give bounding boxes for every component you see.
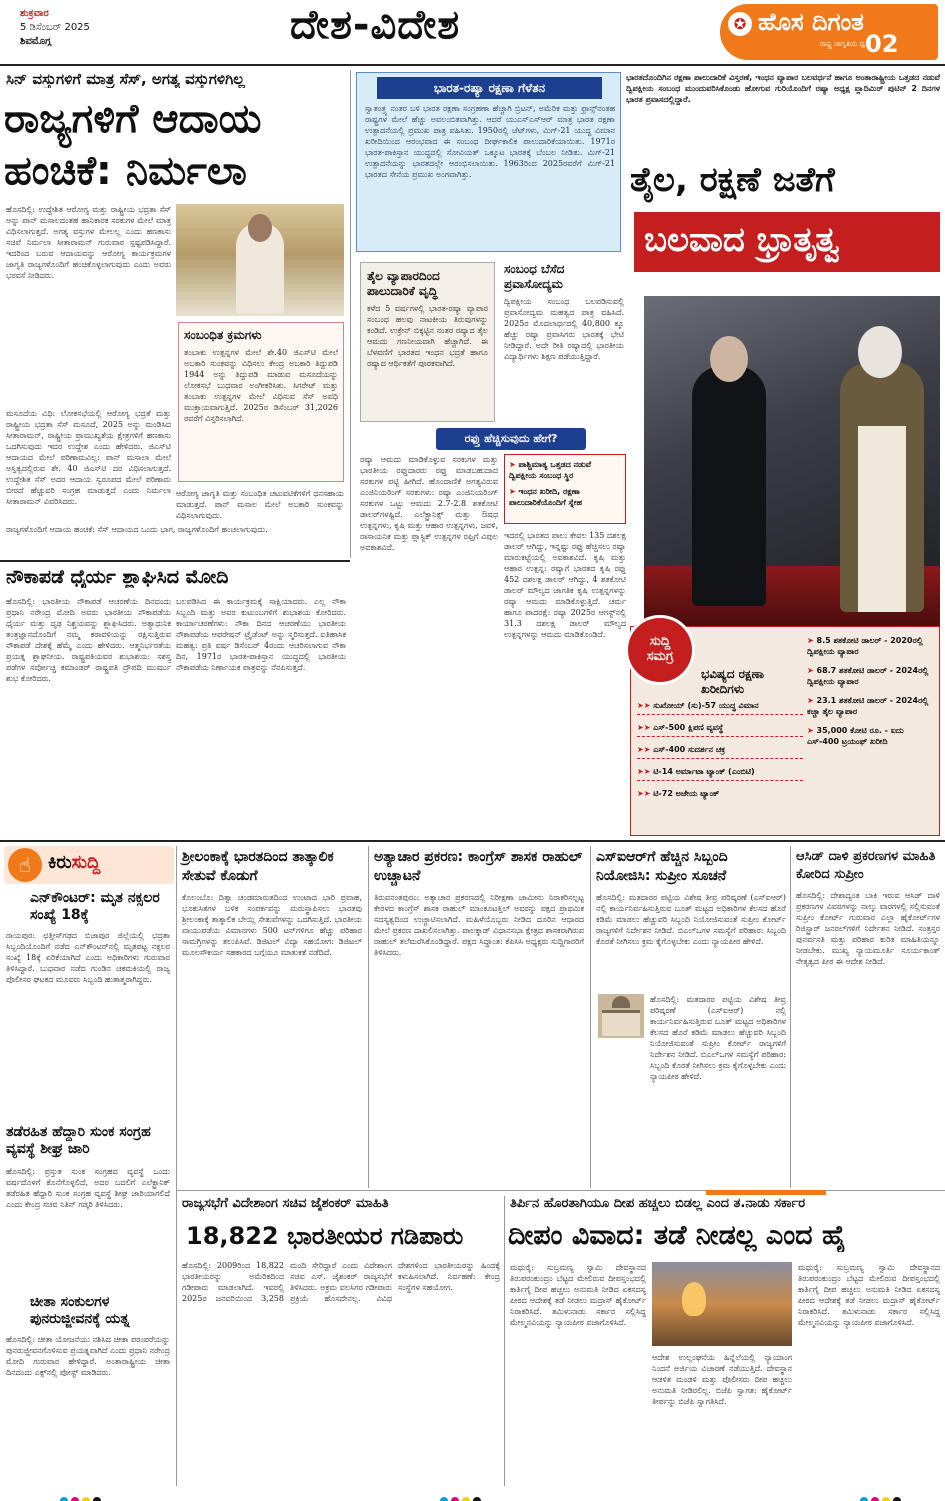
oil-trade-title: ತೈಲ ವ್ಯಾಪಾರದಿಂದ ಪಾಲುದಾರಿಕೆ ವೃದ್ಧಿ (367, 269, 440, 298)
mid-page-rule (0, 840, 945, 842)
relations-box (504, 262, 624, 422)
future-list (637, 701, 803, 799)
brief-1-body: ರಾಯಪುರ: ಛತ್ತೀಸ್‌ಗಢದ ಬಿಜಾಪುರ ಜಿಲ್ಲೆಯಲ್ಲಿ ಭದ್ರತಾ ಸಿಬ್ಬಂದಿಯೊಂದಿಗೆ ನಡೆದ ಎನ್‌ಕೌಂಟರ್‌ನಲ್ಲಿ ಮೃತಪಟ್ಟ ನಕ್ಸಲರ ಸಂಖ್ಯೆ 18ಕ್ಕೆ ಏರಿಕೆಯಾಗಿದೆ ಎಂದು ಅಧಿಕಾರಿಗಳು ಗುರುವಾರ ತಿಳಿಸಿದ್ದಾರೆ. ಬುಧವಾರ ನಡೆದ ಗುಂಡಿನ ಚಕಮಕಿಯಲ್ಲಿ ರಾಜ್ಯ ಪೊಲೀಸರ ಘಟಕದ ಮೂವರು ಸಿಬ್ಬಂದಿ ಹುತಾತ್ಮರಾಗಿದ್ದರು. (6, 931, 170, 984)
lead-body-intro (6, 204, 171, 404)
congress-headline: ಅತ್ಯಾಚಾರ ಪ್ರಕರಣ: ಕಾಂಗ್ರೆಸ್ ಶಾಸಕ ರಾಹುಲ್ ಉಚ್ಚಾಟನೆ (374, 849, 583, 884)
future-item (637, 767, 803, 781)
lead-para-3: ಜಿಎಸ್‌ಟಿ ಆದಾಯದ ಮೇಲೆ ಪರಿಣಾಮವಿಲ್ಲ: ಪಾನ್ ಮಸಾಲಾ ಮೇಲೆ ಅಸ್ತಿತ್ವದಲ್ಲಿರುವ ಶೇ. 40 ಜಿಎಸ್‌ಟಿ ದರ ವಿಧಿಸಲಾಗುತ್ತದೆ. ಉದ್ದೇಶಿತ ಸೆಸ್ ಅದರ ಆದಾಯ ಸ್ವರೂಪದ ಮೇಲೆ ಪರಿಣಾಮ ಬೀರದೆ ಹೆಚ್ಚುವರಿ ಸಂಗ್ರಹ ಮಾಡುತ್ತದೆ ಎಂದು ನಿರ್ಮಲಾ ಸೀತಾರಾಮನ್ ವಿವರಿಸಿದರು. (6, 442, 171, 506)
samagra-badge (625, 615, 695, 685)
stat-text: 8.5 ಶತಕೋಟಿ ಡಾಲರ್ - 2020ರಲ್ಲಿ ದ್ವಿಪಕ್ಷೀಯ ವ್ಯಾಪಾರ (807, 636, 923, 656)
modi-head (858, 326, 902, 378)
court-dome (612, 996, 630, 1008)
briefs-label-suffix: ಸುದ್ದಿ (71, 852, 101, 873)
lead-para-4: ರಾಜ್ಯಗಳೊಂದಿಗೆ ಆದಾಯ ಹಂಚಿಕೆ: ಸೆಸ್ ಆದಾಯದ ಒಂದು ಭಾಗ, ರಾಜ್ಯಗಳೊಂದಿಗೆ ಹಂಚಲಾಗುವುದು. (6, 525, 268, 534)
stat-item (807, 635, 935, 657)
bullet-2-marker: ➤ (509, 487, 519, 496)
lead-headline-1: ರಾಜ್ಯಗಳಿಗೆ ಆದಾಯ (4, 96, 262, 142)
relations-title: ಸಂಬಂಧ ಬೆಸೆದ ಪ್ರವಾಸೋದ್ಯಮ (504, 262, 565, 291)
future-box (630, 626, 940, 836)
future-item-text: ಟಿ-14 ಅರ್ಮಾಟಾ ಟ್ಯಾಂಕ್ (ಎಂಬಿಟಿ) (653, 767, 755, 776)
stat-text: 68.7 ಶತಕೋಟಿ ಡಾಲರ್ - 2024ರಲ್ಲಿ ದ್ವಿಪಕ್ಷೀಯ ವ್ಯಾಪಾರ (807, 666, 929, 686)
briefs-label-text (48, 852, 100, 873)
srilanka-body: ಕೊಲಂಬೊ: ದಿತ್ವಾ ಚಂಡಮಾರುತದಿಂದ ಉಂಟಾದ ಭಾರಿ ಪ್ರವಾಹ, ಭೂಕುಸಿತಗಳ ಬಳಿಕ ಸಂಪರ್ಕವನ್ನು ಮರುಸ್ಥಾಪಿಸಲು ಭಾರತವು ಶ್ರೀಲಂಕಾಕ್ಕೆ ತಾತ್ಕಾಲಿಕ ಬೇಯ್ಲಿ ಸೇತುವೆಗಳನ್ನು ಒದಗಿಸುತ್ತಿದೆ. ಭಾರತೀಯ ವಾಯುಪಡೆಯ ವಿಮಾನಗಳು 500 ಟನ್‌ಗಳಿಗೂ ಹೆಚ್ಚು ಪರಿಹಾರ ಸಾಮಗ್ರಿಗಳನ್ನು ತಲುಪಿಸಿವೆ. ಡಿಜಿಟಲ್ ವಿದ್ಯಾ ಸಹಯೋಗ: ಡಿಜಿಟಲ್ ಮೂಲಸೌಕರ್ಯ ಸಹಕಾರದ ಬಗ್ಗೆಯೂ ಮಾತುಕತೆ ನಡೆದಿದೆ. (182, 893, 362, 957)
future-item-marker: ➤➤ (637, 745, 654, 754)
brief-3-title: ಚೀತಾ ಸಂಕುಲಗಳ ಪುನರುಜ್ಜೀವನಕ್ಕೆ ಯತ್ನ (30, 1294, 130, 1327)
putin-head (710, 336, 748, 382)
lamp-flame (682, 1282, 706, 1316)
lead-sidebar-title: ಸಂಬಂಧಿತ ಕ್ರಮಗಳು (184, 328, 262, 342)
col-divider-sir (790, 846, 791, 1188)
deepam-photo (652, 1262, 792, 1346)
deepam-body-3 (798, 1262, 940, 1486)
russia-history-title: ಭಾರತ-ರಷ್ಯಾ ರಕ್ಷಣಾ ಗೆಳೆತನ (377, 77, 602, 99)
jaishankar-body: ಹೊಸದಿಲ್ಲಿ: 2009ರಿಂದ 18,822 ಭಾರತೀಯರನ್ನು ಅಮೆರಿಕದಿಂದ ಗಡೀಪಾರು ಮಾಡಲಾಗಿದೆ. ಇವರಲ್ಲಿ 2025ರ ಜನವರಿಯಿಂದ 3,258 ಮಂದಿ ಸೇರಿದ್ದಾರೆ ಎಂದು ವಿದೇಶಾಂಗ ಸಚಿವ ಎಸ್. ಜೈಶಂಕರ್ ರಾಜ್ಯಸಭೆಗೆ ತಿಳಿಸಿದರು. ಅಕ್ರಮ ವಲಸಿಗರ ಗಡೀಪಾರು ಪ್ರಕ್ರಿಯೆ ಹೊಸದೇನಲ್ಲ. ವಿವಿಧ ದೇಶಗಳಿಂದ ಭಾರತೀಯರನ್ನು ಹಿಂದಕ್ಕೆ ಕಳುಹಿಸಲಾಗಿದೆ. ನಿರ್ವಹಣೆ: ಕೇಂದ್ರ ಸಂಸ್ಥೆಗಳ ಸಹಯೋಗ. (182, 1261, 500, 1303)
future-item-marker: ➤➤ (637, 789, 654, 798)
acid-body: ಹೊಸದಿಲ್ಲಿ: ದೇಶಾದ್ಯಂತ ಬಾಕಿ ಇರುವ ಆಸಿಡ್ ದಾಳಿ ಪ್ರಕರಣಗಳ ವಿವರಗಳನ್ನು ನಾಲ್ಕು ವಾರಗಳಲ್ಲಿ ಸಲ್ಲಿಸುವಂತೆ ಸುಪ್ರೀಂ ಕೋರ್ಟ್ ಗುರುವಾರ ಎಲ್ಲಾ ಹೈಕೋರ್ಟ್‌ಗಳ ರಿಜಿಸ್ಟ್ರಾರ್ ಜನರಲ್‌ಗಳಿಗೆ ನಿರ್ದೇಶನ ನೀಡಿದೆ. ಸಂತ್ರಸ್ತರ ಪುನರ್ವಸತಿ ಮತ್ತು ಪರಿಹಾರ ಕುರಿತ ಮಾಹಿತಿಯನ್ನೂ ನೀಡಬೇಕು. ಮುಖ್ಯ ನ್ಯಾಯಮೂರ್ತಿ ಸೂರ್ಯಕಾಂತ್ ನೇತೃತ್ವದ ಪೀಠ ಈ ಆದೇಶ ನೀಡಿದೆ. (796, 891, 940, 966)
masthead (0, 0, 945, 62)
temple-logo-icon: ✪ (728, 12, 752, 36)
modi-kurta (858, 426, 906, 612)
lead-sidebar (178, 322, 344, 482)
lead-sidebar-body: ತಂಬಾಕು ಉತ್ಪನ್ನಗಳ ಮೇಲೆ ಶೇ.40 ಜಿಎಸ್‌ಟಿ ಮೇಲೆ ಅಬಕಾರಿ ಸುಂಕವನ್ನು ವಿಧಿಸಲು ಕೇಂದ್ರ ಅಬಕಾರಿ ತಿದ್ದುಪಡಿ 1944 ಅನ್ನು ತಿದ್ದುಪಡಿ ಮಾಡುವ ಮಸೂದೆಯನ್ನು ಲೋಕಸಭೆ ಬುಧವಾರ ಅಂಗೀಕರಿಸಿತು. ಸಿಗರೇಟ್ ಮತ್ತು ತಂಬಾಕು ಉತ್ಪನ್ನಗಳ ಮೇಲೆ ವಿಧಿಸುವ ಸೆಸ್ ಅವಧಿ ಮುಕ್ತಾಯವಾಗುತ್ತಿದೆ. 2025ರ ಡಿಸೆಂಬರ್ 31,2026 ರವರೆಗೆ ವಿಸ್ತರಿಸಲಾಗಿದೆ. (184, 348, 338, 423)
stat-marker: ➤ (807, 726, 817, 735)
navy-top-rule (0, 560, 350, 562)
future-item (637, 745, 803, 759)
lead-headline-2: ಹಂಚಿಕೆ: ನಿರ್ಮಲಾ (4, 148, 247, 194)
col-divider-congress (590, 846, 591, 1188)
future-item-text: ಸುಖೋಯ್ (ಸು)-57 ಯುದ್ಧ ವಿಮಾನ (653, 701, 759, 710)
bullet-box (504, 454, 626, 524)
acid-headline: ಆಸಿಡ್ ದಾಳಿ ಪ್ರಕರಣಗಳ ಮಾಹಿತಿ ಕೋರಿದ ಸುಪ್ರೀಂ (796, 849, 936, 882)
brief-3-body: ಹೊಸದಿಲ್ಲಿ: ಚೀತಾ ಯೋಜನೆಯು ನಶಿಸಿದ ಚೀತಾ ಪರಂಪರೆಯನ್ನು ಪುನರುಜ್ಜೀವನಗೊಳಿಸುವ ಪ್ರಯತ್ನವಾಗಿದೆ ಎಂದು ಪ್ರಧಾನಿ ನರೇಂದ್ರ ಮೋದಿ ಗುರುವಾರ ಹೇಳಿದ್ದಾರೆ. ಅಂತಾರಾಷ್ಟ್ರೀಯ ಚೀತಾ ದಿನದಂದು ಎಕ್ಸ್‌ನಲ್ಲಿ ಪೋಸ್ಟ್ ಮಾಡಿದರು. (6, 1335, 170, 1377)
nirmala-photo (176, 204, 344, 316)
briefs-label (4, 846, 174, 884)
registration-marks-left (60, 1490, 104, 1501)
reg-dot (60, 1497, 68, 1501)
sir-body-cont: ಹೊಸದಿಲ್ಲಿ: ಮತದಾರರ ಪಟ್ಟಿಯ ವಿಶೇಷ ತೀವ್ರ ಪರಿಷ್ಕರಣೆ (ಎಸ್‌ಐಆರ್) ನಲ್ಲಿ ಕಾರ್ಯನಿರ್ವಹಿಸುತ್ತಿರುವ ಬೂತ್ ಮಟ್ಟದ ಅಧಿಕಾರಿಗಳ ಕೆಲಸದ ಹೊರೆ ಕಡಿಮೆ ಮಾಡಲು ಹೆಚ್ಚುವರಿ ಸಿಬ್ಬಂದಿ ನಿಯೋಜಿಸುವಂತೆ ಸುಪ್ರೀಂ ಕೋರ್ಟ್ ರಾಜ್ಯಗಳಿಗೆ ನಿರ್ದೇಶನ ನೀಡಿದೆ. ಬಿಎಲ್‌ಒಗಳ ಸಮಸ್ಯೆಗೆ ಪರಿಹಾರ: ಸಿಬ್ಬಂದಿ ಕೊರತೆ ನೀಗಿಸಲು ಕ್ರಮ ಕೈಗೊಳ್ಳಬೇಕು ಎಂದು ನ್ಯಾಯಪೀಠ ಹೇಳಿದೆ. (650, 995, 786, 1081)
registration-marks-right (860, 1490, 904, 1501)
future-item-text: ಎಸ್-400 ಸುದರ್ಶನ ಚಕ್ರ (653, 745, 726, 754)
masthead-date: 5 ಡಿಸೆಂಬರ್ 2025 (20, 22, 90, 33)
portrait-head (248, 214, 272, 242)
masthead-rule (0, 64, 945, 66)
future-item-marker: ➤➤ (637, 701, 654, 710)
putin-modi-photo (644, 296, 940, 626)
russia-col-body: ಇದರಲ್ಲಿ ಭಾರತದ ಪಾಲು ಕೇವಲ 135 ದಶಲಕ್ಷ ಡಾಲರ್ ಆಗಿದ್ದು, ಇನ್ನಷ್ಟು ರಫ್ತು ಹೆಚ್ಚಿಸಲು ರಷ್ಯಾ ಮಾರುಕಟ್ಟೆಯಲ್ಲಿ ಅವಕಾಶವಿದೆ. ಕೃಷಿ ಮತ್ತು ಆಹಾರ ಉತ್ಪನ್ನ: ರಷ್ಯಾಗೆ ಭಾರತದ ಕೃಷಿ ರಫ್ತು 452 ದಶಲಕ್ಷ ಡಾಲರ್ ಆಗಿದ್ದು, 4 ಶತಕೋಟಿ ಡಾಲರ್ ಮೌಲ್ಯದ ಜಾಗತಿಕ ಕೃಷಿ ಉತ್ಪನ್ನಗಳನ್ನು ರಷ್ಯಾ ಆಮದು ಮಾಡಿಕೊಳ್ಳುತ್ತಿದೆ. ಚರ್ಮ ಹಾಗೂ ಪಾದರಕ್ಷೆ: ರಷ್ಯಾ 2025ರ ಆಗಸ್ಟ್‌ನಲ್ಲಿ 31.3 ದಶಲಕ್ಷ ಡಾಲರ್ ಮೌಲ್ಯದ ಉತ್ಪನ್ನಗಳನ್ನು ಆಮದು ಮಾಡಿಕೊಂಡಿದೆ. (504, 531, 626, 639)
future-item-text: ಎಸ್-500 ಕ್ಷಿಪಣಿ ವ್ಯವಸ್ಥೆ (653, 723, 724, 732)
export-tag: ರಫ್ತು ಹೆಚ್ಚಿಸುವುದು ಹೇಗೆ? (436, 428, 586, 450)
future-item-text: ಟಿ-72 ಅಜೇಯ ಟ್ಯಾಂಕ್ (653, 789, 720, 798)
future-item-marker: ➤➤ (637, 767, 654, 776)
relations-body: ದ್ವಿಪಕ್ಷೀಯ ಸಂಬಂಧ ಬಲಪಡಿಸುವಲ್ಲಿ ಪ್ರವಾಸೋದ್ಯಮ ಮಹತ್ವದ ಪಾತ್ರ ವಹಿಸಿದೆ. 2025ರ ಮೊದಲಾರ್ಧದಲ್ಲಿ 40,800 ಕ್ಕೂ ಹೆಚ್ಚು ರಷ್ಯಾ ಪ್ರವಾಸಿಗರು ಭಾರತಕ್ಕೆ ಭೇಟಿ ನೀಡಿದ್ದಾರೆ. ಅದೇ ರೀತಿ ರಷ್ಯಾದಲ್ಲಿ ಭಾರತೀಯ ವಿದ್ಯಾರ್ಥಿಗಳು ಶಿಕ್ಷಣ ಪಡೆಯುತ್ತಿದ್ದಾರೆ. (504, 297, 624, 361)
stat-marker: ➤ (807, 696, 817, 705)
srilanka-headline: ಶ್ರೀಲಂಕಾಕ್ಕೆ ಭಾರತದಿಂದ ತಾತ್ಕಾಲಿಕ ಸೇತುವೆ ಕೊಡುಗೆ (182, 849, 334, 884)
russia-history-box (356, 72, 621, 252)
future-item (637, 701, 803, 715)
lead-sidebar-foot: ಆರೋಗ್ಯ ಜಾಗೃತಿ ಮತ್ತು ಸಂಬಂಧಿತ ಚಟುವಟಿಕೆಗಳಿಗೆ ಧನಸಹಾಯ ಮಾಡುತ್ತದೆ. ಪಾನ್ ಮಸಾಲ ಮೇಲೆ ಅಬಕಾರಿ ಸುಂಕವನ್ನು ವಿಧಿಸಲಾಗುವುದು. (176, 489, 344, 520)
deepam-body: ಮಧುರೈ: ಸುಬ್ರಮಣ್ಯ ಸ್ವಾಮಿ ದೇವಸ್ಥಾನದ ತಿರುಪರಂಕುಂದ್ರಂ ಬೆಟ್ಟದ ಮೇಲಿರುವ ದೀಪಸ್ತಂಭದಲ್ಲಿ ಕಾರ್ತಿಗೈ ದೀಪ ಹಚ್ಚಲು ಅನುಮತಿ ನೀಡಿದ ಏಕಸದಸ್ಯ ಪೀಠದ ಆದೇಶಕ್ಕೆ ತಡೆ ನೀಡಲು ಮದ್ರಾಸ್ ಹೈಕೋರ್ಟ್ ನಿರಾಕರಿಸಿದೆ. ತಮಿಳುನಾಡು ಸರ್ಕಾರ ಸಲ್ಲಿಸಿದ್ದ ಮೇಲ್ಮನವಿಯನ್ನು ನ್ಯಾಯಪೀಠ ವಜಾಗೊಳಿಸಿದೆ. (510, 1263, 646, 1327)
supreme-court-icon (598, 994, 644, 1038)
reg-dot (71, 1497, 79, 1501)
brief-1-title: ಎನ್‌ಕೌಂಟರ್: ಮೃತ ನಕ್ಸಲರ ಸಂಖ್ಯೆ 18ಕ್ಕೆ (30, 890, 160, 923)
navy-col-2: ಬಲಪಡಿಸಿದ ಈ ಕಾರ್ಯಕ್ರಮಕ್ಕೆ ಸಾಕ್ಷಿಯಾದರು. ಎಲ್ಲ ನೌಕಾ ಸಿಬ್ಬಂದಿ ಮತ್ತು ಅವರ ಕುಟುಂಬಗಳಿಗೆ ಶುಭಾಶಯ ಕೋರಿದರು. ಕಾರ್ಯಾಚರಣೆಗಳು: ನೌಕಾ ದಿನದ ಆಚರಣೆಯು ಭಾರತೀಯ ನೌಕಾಪಡೆಯ ಆಪರೇಷನ್ ಟ್ರೈಡೆಂಟ್ ಅನ್ನು ಸ್ಮರಿಸುತ್ತದೆ. ಐತಿಹಾಸಿಕ ಮಹತ್ವ: ಪ್ರತಿ ವರ್ಷ ಡಿಸೆಂಬರ್ 4ರಂದು ಆಚರಿಸಲಾಗುವ ನೌಕಾ ದಿನ, 1971ರ ಭಾರತ-ಪಾಕಿಸ್ತಾನ ಯುದ್ಧದಲ್ಲಿ ಭಾರತೀಯ ನೌಕಾಪಡೆಯ ನಿರ್ಣಾಯಕ ಪಾತ್ರವನ್ನು ನೆನಪಿಸುತ್ತದೆ. (176, 597, 346, 672)
reg-dot (893, 1497, 901, 1501)
congress-body: ತಿರುವನಂತಪುರಂ: ಅತ್ಯಾಚಾರ ಪ್ರಕರಣದಲ್ಲಿ ನಿರೀಕ್ಷಣಾ ಜಾಮೀನು ನಿರಾಕರಿಸಲ್ಪಟ್ಟ ಕೇರಳದ ಕಾಂಗ್ರೆಸ್ ಶಾಸಕ ರಾಹುಲ್ ಮಾಂಕೂಟತ್ತಿಲ್ ಅವರನ್ನು ಪಕ್ಷದ ಪ್ರಾಥಮಿಕ ಸದಸ್ಯತ್ವದಿಂದ ಉಚ್ಚಾಟಿಸಲಾಗಿದೆ. ಮಹಿಳೆಯೊಬ್ಬರು ನೀಡಿದ ದೂರಿನ ಆಧಾರದ ಮೇಲೆ ಪ್ರಕರಣ ದಾಖಲಿಸಲಾಗಿತ್ತು. ಪಾಲಕ್ಕಾಡ್ ವಿಧಾನಸಭಾ ಕ್ಷೇತ್ರದ ಶಾಸಕರಾಗಿರುವ ರಾಹುಲ್ ತಲೆಮರೆಸಿಕೊಂಡಿದ್ದಾರೆ. ಪಕ್ಷದ ಸಿದ್ಧಾಂತ: ಕೆಪಿಸಿಸಿ ಅಧ್ಯಕ್ಷರು ಸುದ್ದಿಗಾರರಿಗೆ ತಿಳಿಸಿದರು. (374, 893, 584, 957)
paper-logo (720, 4, 938, 60)
page-number: 02 (865, 30, 899, 58)
navy-col-1: ಹೊಸದಿಲ್ಲಿ: ಭಾರತೀಯ ನೌಕಾಪಡೆ ಆಚರಣೆಯ ದಿನದಂದು ಪ್ರಧಾನಿ ನರೇಂದ್ರ ಮೋದಿ ಅವರು ಭಾರತೀಯ ನೌಕಾಪಡೆಯ ಧೈರ್ಯ ಮತ್ತು ದೃಢ ನಿಶ್ಚಯವನ್ನು ಶ್ಲಾಘಿಸಿದರು. ಅತ್ಯಾಧುನಿಕ ತಂತ್ರಜ್ಞಾನದೊಂದಿಗೆ ನಮ್ಮ ಕರಾವಳಿಯನ್ನು ರಕ್ಷಿಸುತ್ತಿರುವ ನೌಕಾಪಡೆ ದೇಶಕ್ಕೆ ಹೆಮ್ಮೆ ಎಂದು ಹೇಳಿದರು. ಆತ್ಮನಿರ್ಭರತೆಯ ಪ್ರಯತ್ನ ಶ್ಲಾಘನೀಯ. ರಾಷ್ಟ್ರಪತಿಯವರ ಶುಭಾಶಯ: ಸಶಸ್ತ್ರ ಪಡೆಗಳ ಸರ್ವೋಚ್ಚ ಕಮಾಂಡರ್ ರಾಷ್ಟ್ರಪತಿ ದ್ರೌಪದಿ ಮುರ್ಮು ಶುಭ ಕೋರಿದರು. (6, 597, 171, 683)
sir-headline: ಎಸ್‌ಐಆರ್‌ಗೆ ಹೆಚ್ಚಿನ ಸಿಬ್ಬಂದಿ ನಿಯೋಜಿಸಿ: ಸುಪ್ರೀಂ ಸೂಚನೆ (596, 849, 728, 884)
reg-dot (473, 1497, 481, 1501)
stat-marker: ➤ (807, 666, 817, 675)
orange-accent-bar (706, 1190, 826, 1195)
badge-line-2: ಸಮಗ್ರ (646, 649, 674, 664)
russia-headline-1: ತೈಲ, ರಕ್ಷಣೆ ಜತೆಗೆ (630, 160, 835, 200)
section-title: ದೇಶ-ವಿದೇಶ (290, 2, 461, 48)
jaishankar-headline: 18,822 ಭಾರತೀಯರ ಗಡಿಪಾರು (186, 1222, 464, 1250)
bullet-2 (509, 486, 621, 508)
deepam-body-2: ಆದೇಶ ಉಲ್ಲಂಘನೆಯ ಹಿನ್ನೆಲೆಯಲ್ಲಿ ನ್ಯಾಯಾಂಗ ನಿಂದನೆ ಅರ್ಜಿಯ ವಿಚಾರಣೆ ನಡೆಯುತ್ತಿದೆ. ದೇವಸ್ಥಾನ ಆಡಳಿತ ಮಂಡಳಿ ಮತ್ತು ಪೊಲೀಸರು ದೀಪ ಹಚ್ಚಲು ಅನುಮತಿ ನೀಡಿರಲಿಲ್ಲ. ಬಿಜೆಪಿ ಸ್ವಾಗತ: ಹೈಕೋರ್ಟ್ ತೀರ್ಪನ್ನು ಬಿಜೆಪಿ ಸ್ವಾಗತಿಸಿದೆ. (652, 1353, 792, 1406)
reg-dot (882, 1497, 890, 1501)
reg-dot (860, 1497, 868, 1501)
stat-item (807, 695, 935, 717)
reg-dot (462, 1497, 470, 1501)
deepam-kicker: ತಿರ್ಪಿನ ಹೊರತಾಗಿಯೂ ದೀಪ ಹಚ್ಚಲು ಬಿಡಲ್ಲ ಎಂದ ತ.ನಾಡು ಸರ್ಕಾರ (510, 1196, 806, 1211)
masthead-city: ಶಿವಮೊಗ್ಗ (20, 36, 52, 47)
future-item (637, 723, 803, 737)
russia-history-body: ಸ್ವಾತಂತ್ರ್ಯ ನಂತರ ಬಳಿ ಭಾರತ ರಕ್ಷಣಾ ಸಂಗ್ರಹಣಾ ಹೆಚ್ಚಾಗಿ ಬ್ರಿಟನ್, ಅಮೆರಿಕ ಮತ್ತು ಫ್ರಾನ್ಸ್‌ನಂತಹ ರಾಷ್ಟ್ರಗಳ ಮೇಲೆ ಹೆಚ್ಚು ಅವಲಂಬಿತವಾಗಿತ್ತು. ಆದರೆ ಯುಎಸ್‌ಎಸ್‌ಆರ್ ಮಾತ್ರ ಭಾರತ ರಕ್ಷಣಾ ಉತ್ಪಾದನೆಯಲ್ಲಿ ಪ್ರಮುಖ ಪಾತ್ರ ವಹಿಸಿತು. 1950ರಲ್ಲಿ ಜೆಟ್‌ಗಳು, ಮಿಗ್-21 ಯುದ್ಧ ವಿಮಾನ ಖರೀದಿಯಿಂದ ಆರಂಭವಾದ ಈ ಸಂಬಂಧ ದೀರ್ಘಕಾಲಿಕ ಪಾಲುದಾರಿಕೆಯಾಯಿತು. 1971ರ ಭಾರತ-ಪಾಕಿಸ್ತಾನ ಯುದ್ಧದಲ್ಲಿ ಸೋವಿಯತ್ ಒಕ್ಕೂಟ ಭಾರತಕ್ಕೆ ಬೆಂಬಲ ನೀಡಿತು. ಮಿಗ್-21 ಉತ್ಪಾದನೆಯನ್ನು ಭಾರತದಲ್ಲೇ ಆರಂಭಿಸಲಾಯಿತು. 1963ರಿಂದ 2025ರವರೆಗೆ ಮಿಗ್-21 ಭಾರತದ ಸೇನೆಯ ಪ್ರಮುಖ ಅಂಗವಾಗಿತ್ತು. (365, 104, 615, 179)
court-body (602, 1010, 640, 1036)
stats-list (807, 635, 935, 747)
paper-tagline: ರಾಷ್ಟ್ರ ಜಾಗೃತಿಯ ಧ್ವನಿ (820, 40, 870, 48)
sir-body: ಹೊಸದಿಲ್ಲಿ: ಮತದಾರರ ಪಟ್ಟಿಯ ವಿಶೇಷ ತೀವ್ರ ಪರಿಷ್ಕರಣೆ (ಎಸ್‌ಐಆರ್) ನಲ್ಲಿ ಕಾರ್ಯನಿರ್ವಹಿಸುತ್ತಿರುವ ಬೂತ್ ಮಟ್ಟದ ಅಧಿಕಾರಿಗಳ ಕೆಲಸದ ಹೊರೆ ಕಡಿಮೆ ಮಾಡಲು ಹೆಚ್ಚುವರಿ ಸಿಬ್ಬಂದಿ ನಿಯೋಜಿಸುವಂತೆ ಸುಪ್ರೀಂ ಕೋರ್ಟ್ ರಾಜ್ಯಗಳಿಗೆ ನಿರ್ದೇಶನ ನೀಡಿದೆ. ಬಿಎಲ್‌ಒಗಳ ಸಮಸ್ಯೆಗೆ ಪರಿಹಾರ: ಸಿಬ್ಬಂದಿ ಕೊರತೆ ನೀಗಿಸಲು ಕ್ರಮ ಕೈಗೊಳ್ಳಬೇಕು ಎಂದು ನ್ಯಾಯಪೀಠ ಹೇಳಿದೆ. (596, 893, 786, 946)
putin-figure (692, 366, 766, 606)
reg-dot (93, 1497, 101, 1501)
brief-2-body: ಹೊಸದಿಲ್ಲಿ: ಪ್ರಸ್ತುತ ಸುಂಕ ಸಂಗ್ರಹದ ವ್ಯವಸ್ಥೆ ಒಂದು ವರ್ಷದೊಳಗೆ ಕೊನೆಗೊಳ್ಳಲಿದೆ, ಅದರ ಬದಲಿಗೆ ಎಲೆಕ್ಟ್ರಾನಿಕ್ ತಡೆರಹಿತ ಹೆದ್ದಾರಿ ಸುಂಕ ಸಂಗ್ರಹ ವ್ಯವಸ್ಥೆ ಶೀಘ್ರ ಜಾರಿಯಾಗಲಿದೆ ಎಂದು ಕೇಂದ್ರ ಸಚಿವ ನಿತಿನ್ ಗಡ್ಕರಿ ತಿಳಿಸಿದರು. (6, 1167, 170, 1209)
lead-para-2: ಮಸೂದೆಯ ವಿಧಿ: ಲೋಕಸಭೆಯಲ್ಲಿ ಆರೋಗ್ಯ ಭದ್ರತೆ ಮತ್ತು ರಾಷ್ಟ್ರೀಯ ಭದ್ರತಾ ಸೆಸ್ ಮಸೂದೆ, 2025 ಅನ್ನು ಮಂಡಿಸಿದ ಸೀತಾರಾಮನ್, ರಾಷ್ಟ್ರೀಯ ಪ್ರಾಮುಖ್ಯತೆಯ ಕ್ಷೇತ್ರಗಳಿಗೆ ಹಣಕಾಸು ಒದಗಿಸುವುದು ಇದರ ಉದ್ದೇಶ ಎಂದು ಹೇಳಿದರು. (6, 409, 171, 451)
reg-dot (82, 1497, 90, 1501)
col-divider-bottom (504, 1196, 505, 1486)
bullet-1-marker: ➤ (509, 460, 519, 469)
bottom-row-rule (176, 1190, 945, 1191)
col-divider-lead (350, 70, 351, 558)
navy-headline: ನೌಕಾಪಡೆ ಧೈರ್ಯ ಶ್ಲಾಘಿಸಿದ ಮೋದಿ (6, 566, 229, 588)
future-item (637, 789, 803, 799)
brief-2-title: ತಡೆರಹಿತ ಹೆದ್ದಾರಿ ಸುಂಕ ಸಂಗ್ರಹ ವ್ಯವಸ್ಥೆ ಶೀಘ್ರ ಜಾರಿ (6, 1124, 151, 1157)
paper-name: ಹೊಸ ದಿಗಂತ (758, 8, 864, 36)
jaishankar-kicker: ರಾಜ್ಯಸಭೆಗೆ ವಿದೇಶಾಂಗ ಸಚಿವ ಜೈಶಂಕರ್ ಮಾಹಿತಿ (182, 1196, 389, 1211)
masthead-day: ಶುಕ್ರವಾರ (20, 8, 49, 19)
oil-trade-box (360, 262, 495, 422)
future-title: ಭವಿಷ್ಯದ ರಕ್ಷಣಾ ಖರೀದಿಗಳು (701, 667, 765, 696)
briefs-label-prefix: ಕಿರು (48, 852, 72, 873)
hand-pointing-icon: ☝ (8, 848, 42, 882)
export-body: ರಷ್ಯಾ ಆಮದು ಮಾಡಿಕೊಳ್ಳುವ ಸರಕುಗಳ ಮತ್ತು ಭಾರತೀಯ ರಫ್ತುದಾರರು ರಫ್ತು ಮಾಡಬಹುದಾದ ಸರಕುಗಳ ಪಟ್ಟಿ ಹೀಗಿದೆ. ಹೊಂದಾಣಿಕೆ ಅಗತ್ಯವಿರುವ ಎಂಜಿನಿಯರಿಂಗ್ ಸರಕುಗಳು: ರಷ್ಯಾ ಎಂಜಿನಿಯರಿಂಗ್ ಸರಕುಗಳ ಒಟ್ಟು ಆಮದು 2.7-2.8 ಶತಕೋಟಿ ಡಾಲರ್‌ಗಳಷ್ಟಿದೆ. ಎಲೆಕ್ಟ್ರಾನಿಕ್ಸ್ ಮತ್ತು ಔಷಧ ಉತ್ಪನ್ನಗಳು, ಕೃಷಿ ಮತ್ತು ಆಹಾರ ಉತ್ಪನ್ನಗಳು, ಜವಳಿ, ರಾಸಾಯನಿಕ ಮತ್ತು ಪ್ಲಾಸ್ಟಿಕ್ ಉತ್ಪನ್ನಗಳ ರಫ್ತಿಗೆ ವಿಪುಲ ಅವಕಾಶವಿದೆ. (360, 455, 498, 552)
badge-line-1: ಸುದ್ದಿ (649, 634, 671, 649)
russia-intro: ಭಾರತದೊಂದಿಗಿನ ರಕ್ಷಣಾ ಪಾಲುದಾರಿಕೆ ವಿಸ್ತರಣೆ, ಇಂಧನ ವ್ಯಾಪಾರ ಬಲವರ್ಧನೆ ಹಾಗೂ ಅಂತಾರಾಷ್ಟ್ರೀಯ ಒತ್ತಡದ ನಡುವೆ ದ್ವಿಪಕ್ಷೀಯ ಸಂಬಂಧ ಮುಂದುವರಿಸಿಕೊಂಡು ಹೋಗುವ ಗುರಿಯೊಂದಿಗೆ ರಷ್ಯಾ ಅಧ್ಯಕ್ಷ ವ್ಲಾದಿಮಿರ್ ಪುಟಿನ್ 2 ದಿನಗಳ ಭಾರತ ಪ್ರವಾಸದಲ್ಲಿದ್ದಾರೆ. (626, 73, 940, 104)
reg-dot (440, 1497, 448, 1501)
registration-marks-center (440, 1490, 484, 1501)
russia-headline-2-band (634, 212, 940, 272)
lead-intro-text: ಹೊಸದಿಲ್ಲಿ: ಉದ್ದೇಶಿತ ಆರೋಗ್ಯ ಮತ್ತು ರಾಷ್ಟ್ರೀಯ ಭದ್ರತಾ ಸೆಸ್ ಅನ್ನು ಪಾನ್ ಮಸಾಲದಂತಹ ಹಾನಿಕಾರಕ ಸರಕುಗಳ ಮೇಲೆ ಮಾತ್ರ ವಿಧಿಸಲಾಗುತ್ತದೆ. ಅಗತ್ಯ ವಸ್ತುಗಳ ಮೇಲಲ್ಲ ಎಂದು ಹಣಕಾಸು ಸಚಿವೆ ನಿರ್ಮಲಾ ಸೀತಾರಾಮನ್ ಗುರುವಾರ ಸ್ಪಷ್ಟಪಡಿಸಿದ್ದಾರೆ. ಇದರಿಂದ ಬರುವ ಆದಾಯವನ್ನು ಆರೋಗ್ಯ ಕಾರ್ಯಕ್ರಮಗಳ ಜಾಗೃತಿ ರಾಜ್ಯಗಳೊಂದಿಗೆ ಹಂಚಿಕೊಳ್ಳಲಾಗುವುದು ಎಂದು ಅವರು ಭರವಸೆ ನೀಡಿದರು. (6, 205, 171, 280)
stat-text: 23.1 ಶತಕೋಟಿ ಡಾಲರ್ - 2024ರಲ್ಲಿ ಕಚ್ಚಾ ತೈಲ ವ್ಯಾಪಾರ (807, 696, 929, 716)
deepam-headline: ದೀಪಂ ವಿವಾದ: ತಡೆ ನೀಡಲ್ಲ ಎಂದ ಹೈ (508, 1220, 847, 1251)
reg-dot (871, 1497, 879, 1501)
bullet-1-text: ಪಾಶ್ಚಿಮಾತ್ಯ ಒತ್ತಡದ ನಡುವೆ ದ್ವಿಪಕ್ಷೀಯ ಸಂಬಂಧ ಸ್ಥಿರ (509, 460, 592, 480)
russia-headline-2: ಬಲವಾದ ಭ್ರಾತೃತ್ವ (644, 220, 840, 260)
bullet-2-text: ಇಂಧನ ಖರೀದಿ, ರಕ್ಷಣಾ ಪಾಲುದಾರಿಕೆಯೊಂದಿಗೆ ಸ್ನೇಹ (509, 487, 582, 507)
bullet-1 (509, 459, 621, 481)
stat-text: 35,000 ಕೋಟಿ ರೂ. - ಐದು ಎಸ್-400 ಟ್ರಯಂಫ್ ಖರೀದಿ (807, 726, 904, 746)
col-divider-briefs (176, 846, 177, 1486)
oil-trade-body: ಕಳೆದ 5 ವರ್ಷಗಳಲ್ಲಿ ಭಾರತ-ರಷ್ಯಾ ವ್ಯಾಪಾರ ಸಂಬಂಧ ಹಲವು ನಾಟಕೀಯ ತಿರುವುಗಳನ್ನು ಕಂಡಿದೆ. ಉಕ್ರೇನ್ ಬಿಕ್ಕಟ್ಟಿನ ನಂತರ ರಷ್ಯಾದ ತೈಲ ಆಮದು ಗಣನೀಯವಾಗಿ ಹೆಚ್ಚಾಗಿದೆ. ಈ ಬೆಳವಣಿಗೆ ಭಾರತದ ಇಂಧನ ಭದ್ರತೆ ಹಾಗೂ ರಷ್ಯಾದ ಆರ್ಥಿಕತೆಗೆ ಪೂರಕವಾಗಿದೆ. (367, 304, 488, 368)
stat-item (807, 725, 935, 747)
sir-body-2 (650, 994, 786, 1184)
future-item-marker: ➤➤ (637, 723, 654, 732)
reg-dot (451, 1497, 459, 1501)
stat-marker: ➤ (807, 636, 817, 645)
stat-item (807, 665, 935, 687)
lead-kicker: ಸಿನ್ ವಸ್ತುಗಳಿಗೆ ಮಾತ್ರ ಸೆಸ್, ಅಗತ್ಯ ವಸ್ತುಗಳಿಗಿಲ್ಲ (6, 70, 245, 88)
deepam-body-cont: ಮಧುರೈ: ಸುಬ್ರಮಣ್ಯ ಸ್ವಾಮಿ ದೇವಸ್ಥಾನದ ತಿರುಪರಂಕುಂದ್ರಂ ಬೆಟ್ಟದ ಮೇಲಿರುವ ದೀಪಸ್ತಂಭದಲ್ಲಿ ಕಾರ್ತಿಗೈ ದೀಪ ಹಚ್ಚಲು ಅನುಮತಿ ನೀಡಿದ ಏಕಸದಸ್ಯ ಪೀಠದ ಆದೇಶಕ್ಕೆ ತಡೆ ನೀಡಲು ಮದ್ರಾಸ್ ಹೈಕೋರ್ಟ್ ನಿರಾಕರಿಸಿದೆ. ತಮಿಳುನಾಡು ಸರ್ಕಾರ ಸಲ್ಲಿಸಿದ್ದ ಮೇಲ್ಮನವಿಯನ್ನು ನ್ಯಾಯಪೀಠ ವಜಾಗೊಳಿಸಿದೆ. (798, 1263, 940, 1327)
col-divider-srilanka (368, 846, 369, 1188)
